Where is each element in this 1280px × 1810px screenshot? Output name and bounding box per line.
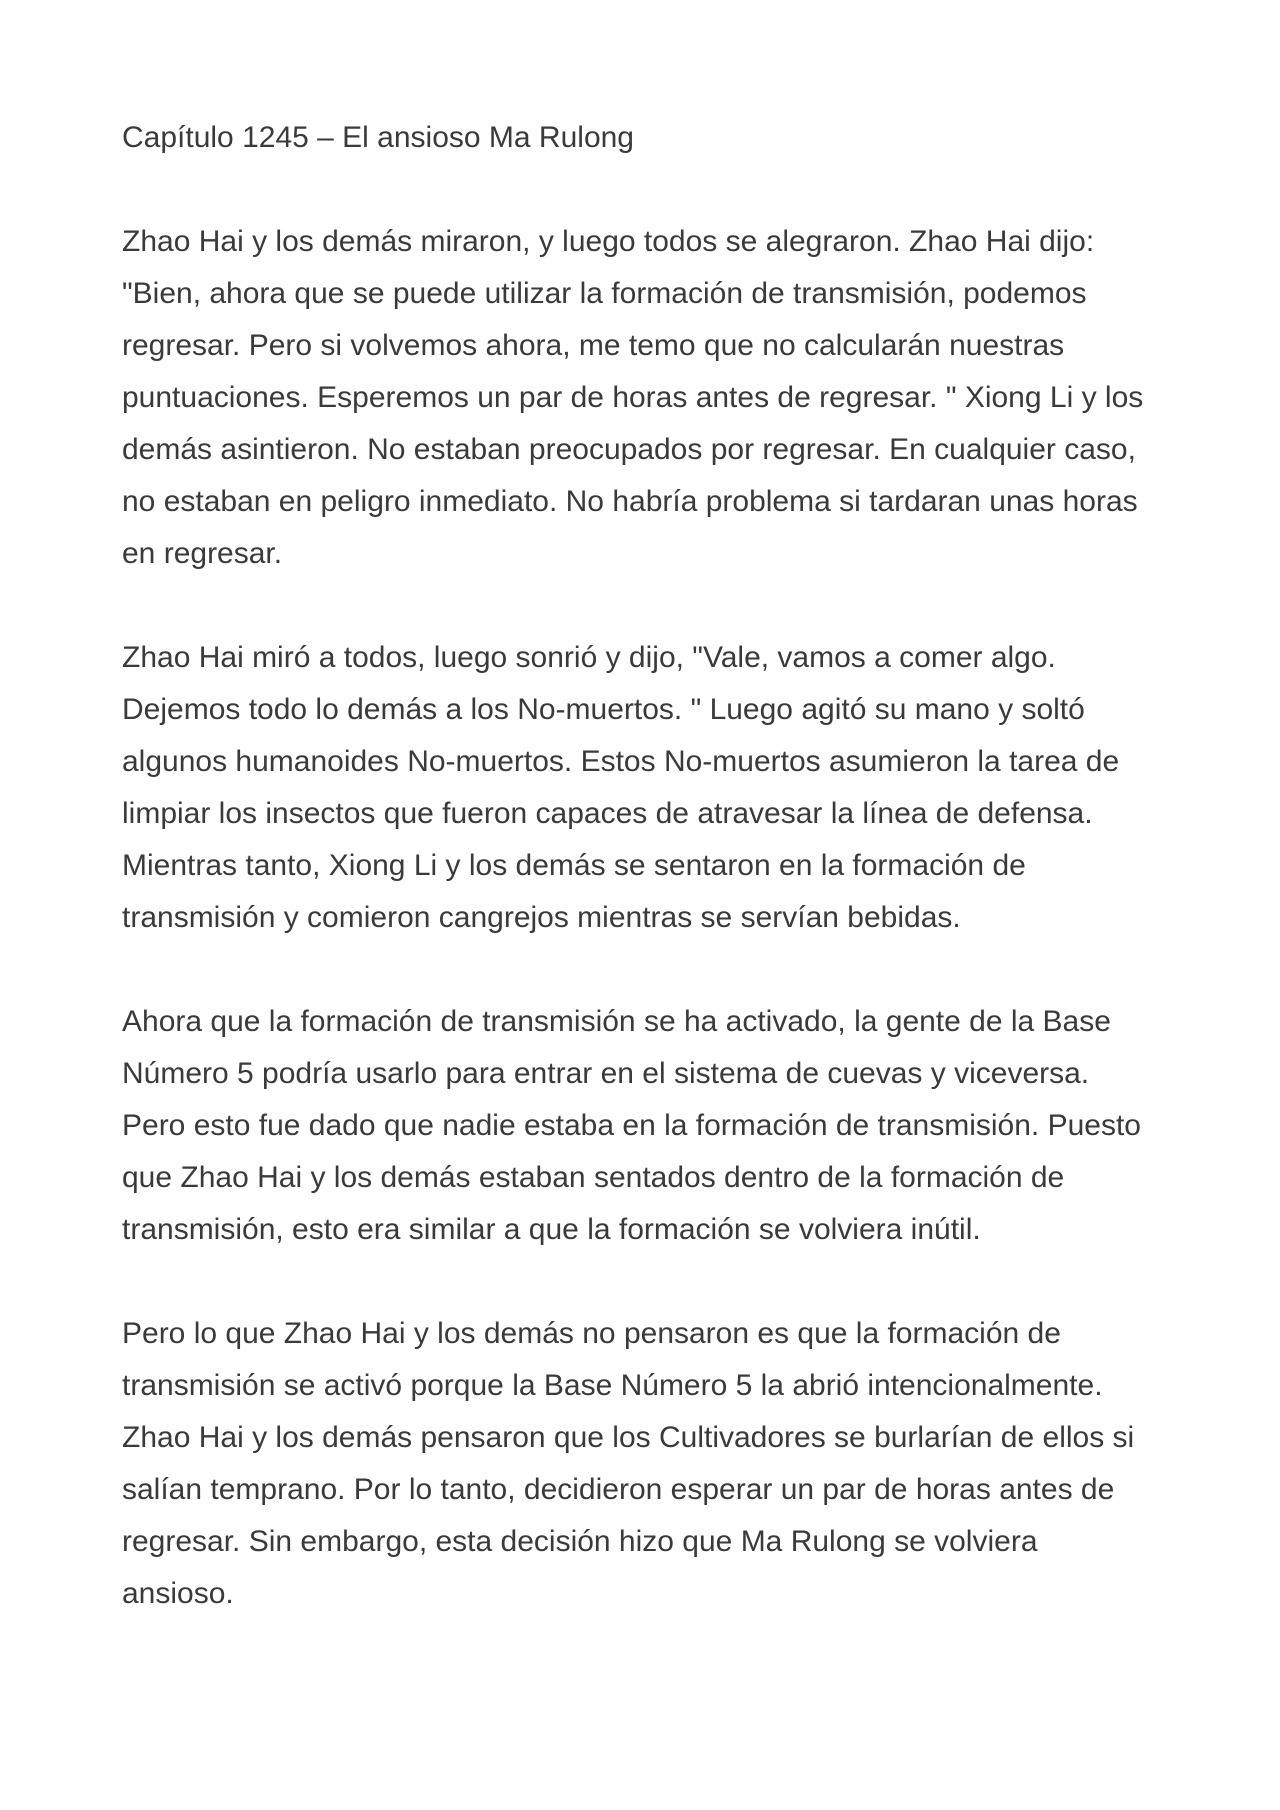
text-line: Zhao Hai miró a todos, luego sonrió y dijo, "Vale, vamos a comer algo. [122,641,1056,674]
text-line: en regresar. [122,537,283,570]
text-line: limpiar los insectos que fueron capaces de atravesar la línea de defensa. [122,797,1093,830]
text-line: Pero lo que Zhao Hai y los demás no pensaron es que la formación de [122,1317,1061,1350]
text-line: Número 5 podría usarlo para entrar en el sistema de cuevas y viceversa. [122,1057,1090,1090]
paragraph-3 [122,996,1167,1256]
text-line: regresar. Pero si volvemos ahora, me temo que no calcularán nuestras [122,329,1065,362]
text-line: Mientras tanto, Xiong Li y los demás se sentaron en la formación de [122,849,1026,882]
text-line: puntuaciones. Esperemos un par de horas antes de regresar. " Xiong Li y los [122,381,1144,414]
text-line: no estaban en peligro inmediato. No habría problema si tardaran unas horas [122,485,1138,518]
text-line: Dejemos todo lo demás a los No-muertos. " Luego agitó su mano y soltó [122,693,1085,726]
document-content [122,112,1167,1672]
chapter-title: Capítulo 1245 – El ansioso Ma Rulong [122,121,634,154]
text-line: Zhao Hai y los demás pensaron que los Cultivadores se burlarían de ellos si [122,1421,1135,1454]
text-line: salían temprano. Por lo tanto, decidieron esperar un par de horas antes de [122,1473,1115,1506]
text-line: demás asintieron. No estaban preocupados por regresar. En cualquier caso, [122,433,1136,466]
text-line: ansioso. [122,1577,234,1610]
text-line: que Zhao Hai y los demás estaban sentados dentro de la formación de [122,1161,1065,1194]
text-line: transmisión, esto era similar a que la formación se volviera inútil. [122,1213,981,1246]
text-line: regresar. Sin embargo, esta decisión hizo que Ma Rulong se volviera [122,1525,1038,1558]
paragraph-4 [122,1308,1167,1620]
paragraph-2 [122,632,1167,944]
text-line: Pero esto fue dado que nadie estaba en la formación de transmisión. Puesto [122,1109,1141,1142]
text-line: transmisión y comieron cangrejos mientras se servían bebidas. [122,901,961,934]
text-line: algunos humanoides No-muertos. Estos No-muertos asumieron la tarea de [122,745,1120,778]
text-line: transmisión se activó porque la Base Número 5 la abrió intencionalmente. [122,1369,1103,1402]
paragraph-1 [122,216,1167,580]
text-line: "Bien, ahora que se puede utilizar la formación de transmisión, podemos [122,277,1087,310]
text-line: Zhao Hai y los demás miraron, y luego todos se alegraron. Zhao Hai dijo: [122,225,1095,258]
text-line: Ahora que la formación de transmisión se ha activado, la gente de la Base [122,1005,1111,1038]
